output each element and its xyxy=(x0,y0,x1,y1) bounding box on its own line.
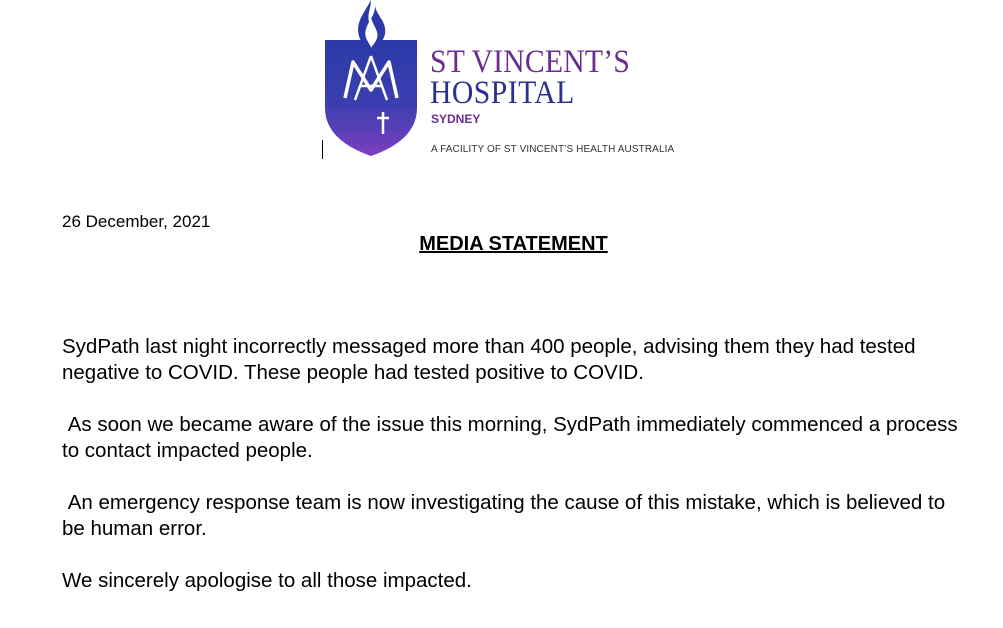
document-heading: MEDIA STATEMENT xyxy=(419,233,608,255)
paragraph: As soon we became aware of the issue this morning, SydPath immediately commenced a process to contact impacted people. xyxy=(62,413,964,462)
statement-body xyxy=(62,334,962,594)
paragraph: SydPath last night incorrectly messaged more than 400 people, advising them they had tested negative to COVID. These people had tested positive to COVID. xyxy=(62,335,922,384)
statement-date: 26 December, 2021 xyxy=(62,212,211,231)
brand-location: SYDNEY xyxy=(431,112,481,126)
paragraph: We sincerely apologise to all those impacted. xyxy=(62,569,472,592)
hospital-logo xyxy=(322,0,712,162)
brand-hospital: HOSPITAL xyxy=(430,75,575,111)
paragraph: An emergency response team is now investigating the cause of this mistake, which is believed to be human error. xyxy=(62,491,951,540)
crest-shield-icon xyxy=(325,0,417,158)
brand-tagline: A FACILITY OF ST VINCENT’S HEALTH AUSTRALIA xyxy=(431,144,675,155)
brand-name: ST VINCENT’S xyxy=(430,44,630,80)
